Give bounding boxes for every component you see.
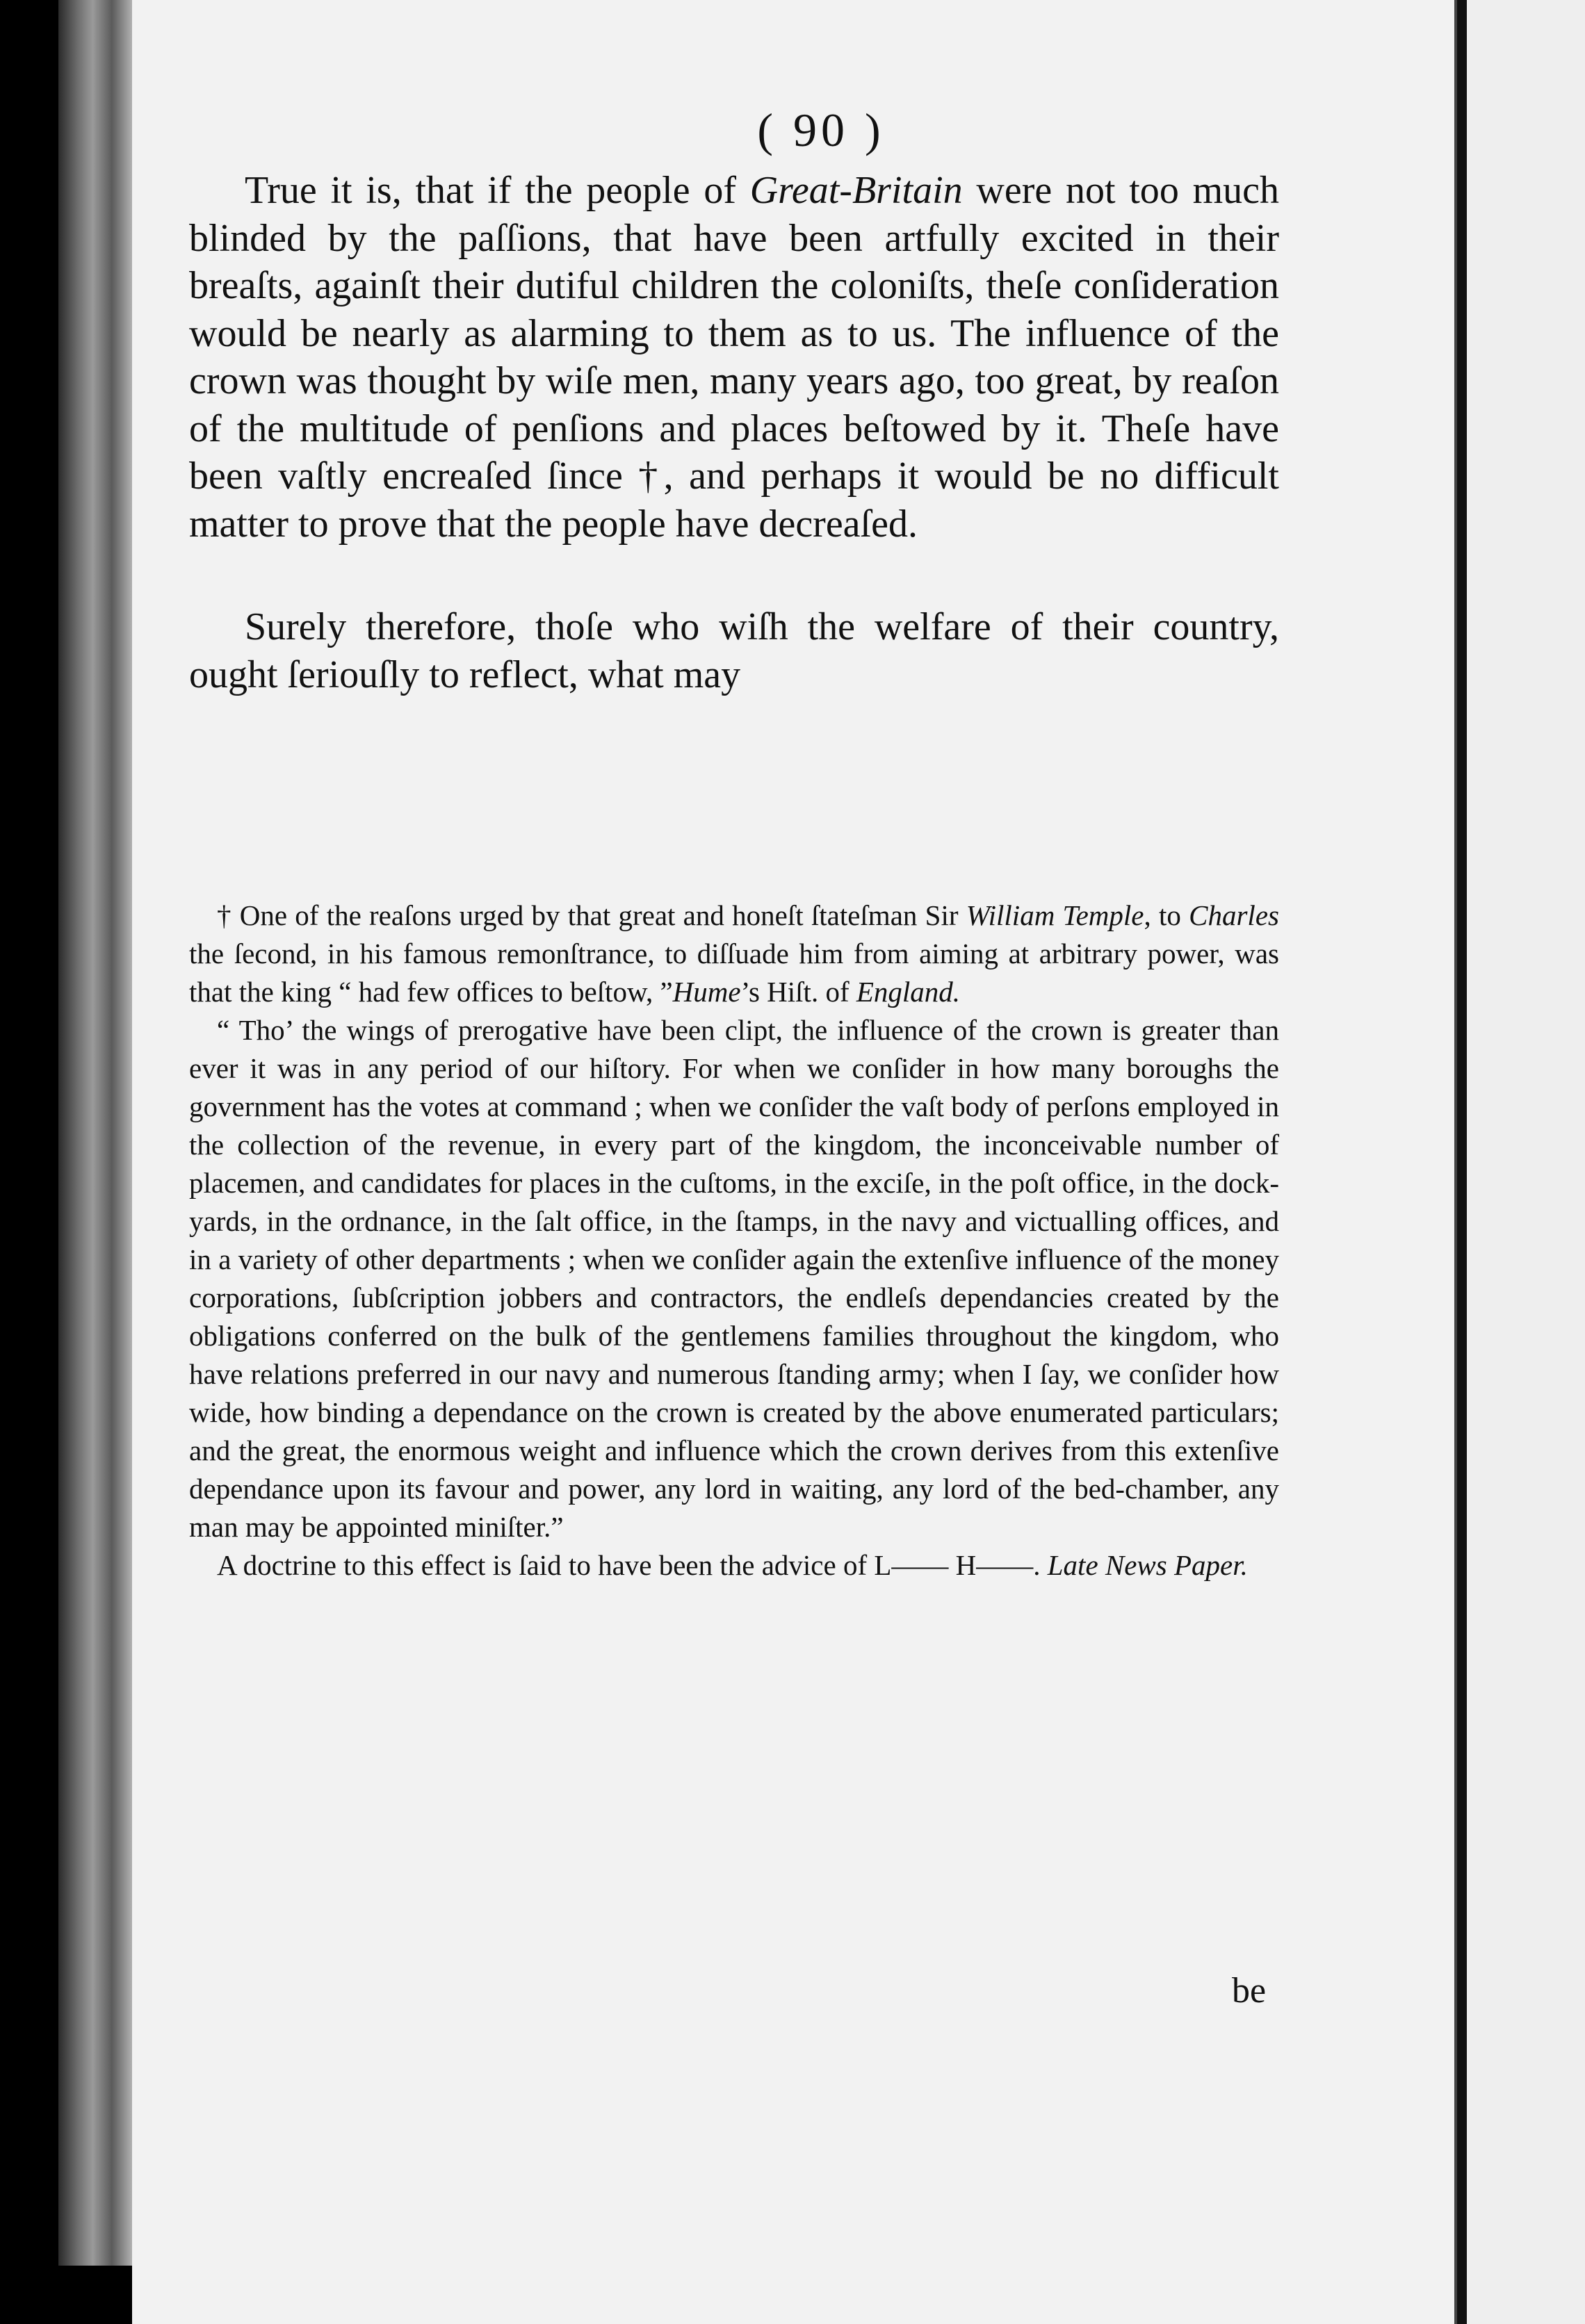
footnote-3 [189,1546,1279,1585]
footnote-1-name-hume: Hume [672,976,741,1008]
next-page-edge [1467,0,1585,2324]
page-number: ( 90 ) [757,104,885,156]
page-binding-edge [58,0,135,2266]
footnote-2: “ Tho’ the wings of prerogative have been clipt, the influence of the crown is greater than ever it was in any period of our hiſtory. For when we conſider in how many boroughs the government has the votes at command ; when we conſider the vaſt body of perſons employed in the collection of the revenue, in every part of the kingdom, the inconceivable number of placemen, and candidates for places in the cuſtoms, in the exciſe, in the poſt office, in the dock-yards, in the ordnance, in the ſalt office, in the ſtamps, in the navy and victualling offices, and in a variety of other departments ; when we conſider again the extenſive influence of the money corporations, ſubſcription jobbers and contractors, the endleſs dependancies created by the obligations conferred on the bulk of the gentlemens families throughout the kingdom, who have relations preferred in our navy and numerous ſtanding army; when I ſay, we conſider how wide, how binding a dependance on the crown is created by the above enumerated particulars; and the great, the enormous weight and influence which the crown derives from this extenſive dependance upon its favour and power, any lord in waiting, any lord of the bed-chamber, any man may be appointed miniſter.” [189,1014,1279,1543]
footnote-1-name-charles: Charles [1189,899,1279,931]
footnote-1-name-temple: William Temple [966,899,1144,931]
paragraph-1-italic: Great-Britain [749,169,963,212]
footnote-1-text-a: † One of the reaſons urged by that great and honeſt ſtateſman Sir [217,899,966,931]
footnote-3-source: Late News Paper. [1047,1549,1248,1581]
paragraph-1 [189,167,1279,548]
main-text [189,167,1279,698]
footnote-1-text-c: , to [1144,899,1189,931]
footnote-1-text-e: the ſecond, in his famous remonſtrance, to diſſuade him from aiming at arbitrary power, was that the king “ had few offices to beſtow, ” [189,938,1279,1008]
footnote-1 [189,897,1279,1011]
footnote-1-text-g: ’s Hiſt. of [740,976,856,1008]
paragraph-1-text-b: were not too much blinded by the paſſions, that have been artfully excited in their breaſts, againſt their dutiful children the coloniſts, theſe conſideration would be nearly as alarming to them as to us. The influence of the crown was thought by wiſe men, many years ago, too great, by reaſon of the multitude of penſions and places beſtowed by it. Theſe have been vaſtly encreaſed ſince †, and perhaps it would be no difficult matter to prove that the people have decreaſed. [189,169,1279,546]
footnote-1-name-england: England. [856,976,961,1008]
footnotes [189,897,1279,1585]
footnote-3-text: A doctrine to this effect is ſaid to have been the advice of L—— H——. [217,1549,1048,1581]
page-gap [1457,0,1467,2324]
catchword: be [1232,1971,1267,2011]
paragraph-1-text-a: True it is, that if the people of [245,169,750,212]
paragraph-2: Surely therefore, thoſe who wiſh the welfare of their country, ought ſeriouſly to reflect, what may [189,605,1279,696]
